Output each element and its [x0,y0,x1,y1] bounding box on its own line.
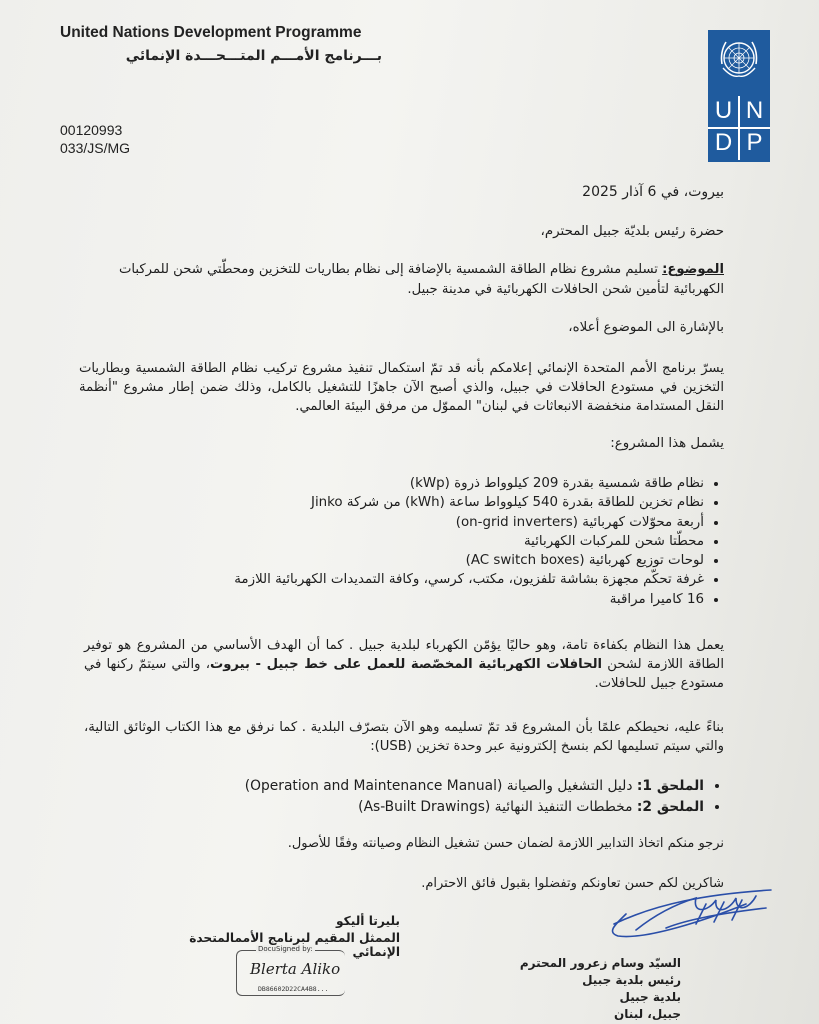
recipient-name: السيّد وسام زعرور المحترم [519,956,681,970]
recipient-location: جبيل، لبنان [614,1007,681,1021]
docusigned-label: DocuSigned by: [258,945,313,953]
list-item: • نظام تخزين للطاقة بقدرة 540 كيلوواط ساعة (kWh) من شركة Jinko [104,493,704,512]
list-item: • أربعة محوّلات كهربائية (on-grid inverters) [104,513,704,532]
docusign-signature: Blerta Aliko [250,960,341,978]
docusign-id: DB86602D22CA4B8... [258,985,329,993]
list-item: • غرفة تحكّم مجهزة بشاشة تلفزيون، مكتب، كرسي، وكافة التمديدات الكهربائية اللازمة [104,570,704,589]
reference-line: بالإشارة الى الموضوع أعلاه، [568,320,724,335]
logo-letter-d: D [714,129,733,156]
undp-logo [708,30,770,162]
letter-date: بيروت، في 6 آذار 2025 [582,184,724,200]
logo-letter-n: N [745,97,764,124]
addressee: حضرة رئيس بلديّة جبيل المحترم، [540,224,724,239]
handwritten-signature [596,884,782,944]
signatory-name: بليرتا أليكو [336,914,400,928]
project-items-list [104,474,724,609]
org-name-arabic: بـــرنامج الأمـــم المتـــحـــدة الإنمائي [125,48,382,64]
intro-paragraph: يسرّ برنامج الأمم المتحدة الإنمائي إعلامكم بأنه قد تمّ استكمال تنفيذ مشروع تركيب نظام الطاقة الشمسية وبطاريات التخزين في مستودع الحافلات في جبيل، والذي أصبح الآن جاهزًا للتشغيل بالكامل، وذلك ضمن إطار مشروع "أنظمة النقل المستدامة منخفضة الانبعاثات في لبنان" المموّل من مرفق البيئة العالمي. [79,361,724,414]
list-item: • 16 كاميرا مراقبة [104,590,704,609]
org-name-english: United Nations Development Programme [60,24,362,41]
operations-text-bold: الحافلات الكهربائية المخصّصة للعمل على خط جبيل - بيروت [209,657,603,672]
reference-number: 00120993 [60,122,123,138]
recipient-org: بلدية جبيل [619,990,681,1004]
list-item: • نظام طاقة شمسية بقدرة 209 كيلوواط ذروة (kWp) [104,474,704,493]
attachment-label: الملحق 1: [636,778,704,794]
recipient-position: رئيس بلدية جبيل [582,973,681,987]
list-item: • محطّتا شحن للمركبات الكهربائية [104,532,704,551]
list-item: • لوحات توزيع كهربائية (AC switch boxes) [104,551,704,570]
attachments-list [104,776,724,818]
logo-letter-u: U [714,97,733,124]
subject-label: الموضوع: [662,262,724,277]
operations-text-2: ، والتي سيتمّ ركنها في مستودع جبيل للحافلات. [84,657,724,691]
request-line: نرجو منكم اتخاذ التدابير اللازمة لضمان حسن تشغيل النظام وصيانته وفقًا للأصول. [287,836,724,851]
attachment-text: مخططات التنفيذ النهائية (As-Built Drawings) [358,799,637,815]
un-emblem-icon [714,34,764,92]
attachment-text: دليل التشغيل والصيانة (Operation and Maintenance Manual) [244,778,637,794]
subject-text-2: الكهربائية لتأمين شحن الحافلات الكهربائية في مدينة جبيل. [407,282,724,297]
logo-letter-p: P [746,129,763,156]
signatory-title: الممثل المقيم لبرنامج الأممالمتحدة الإنمائي [189,931,400,959]
operations-text-1: يعمل هذا النظام بكفاءة تامة، وهو حاليًا يؤمّن الكهرباء لبلدية جبيل . كما أن الهدف الأساسي من المشروع هو توفير الطاقة اللازمة لشحن [84,638,724,672]
list-item [104,797,704,818]
attachment-label: الملحق 2: [636,799,704,815]
operations-paragraph [84,636,724,693]
closing-line: شاكرين لكم حسن تعاونكم وتفضلوا بقبول فائق الاحترام. [421,876,724,891]
includes-heading: يشمل هذا المشروع: [610,436,724,451]
handover-paragraph: بناءً عليه، نحيطكم علمًا بأن المشروع قد تمّ تسليمه وهو الآن بتصرّف البلدية . كما نرفق مع هذا الكتاب الوثائق التالية، والتي سيتم تسليمها لكم بنسخ إلكترونية عبر وحدة تخزين (USB): [84,720,724,754]
subject-line [84,262,724,277]
subject-text-1: تسليم مشروع نظام الطاقة الشمسية بالإضافة إلى نظام بطاريات للتخزين ومحطّتي شحن للمركبات [118,262,663,277]
list-item [104,776,704,797]
reference-code: 033/JS/MG [60,140,131,156]
